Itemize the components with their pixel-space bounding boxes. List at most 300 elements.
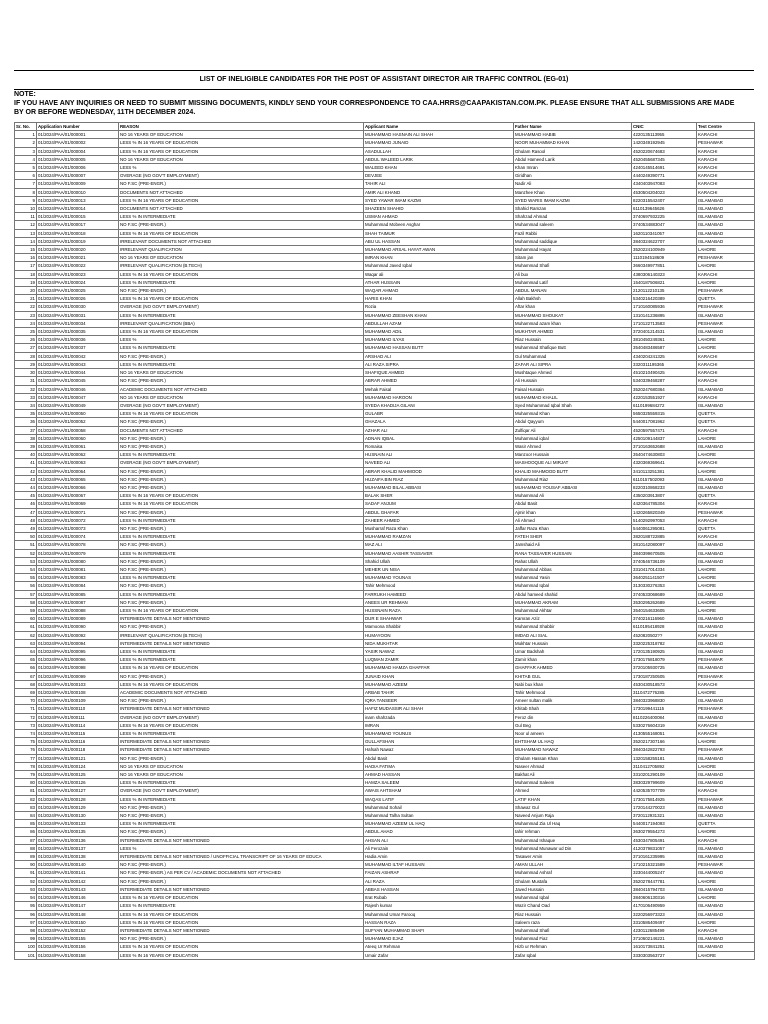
cell-test-centre: ISLAMABAD [697,754,755,762]
cell-application-number: 01/2024/PAA/01/000017 [37,221,119,229]
cell-reason: LESS % IN 16 YEARS OF EDUCATION [119,606,364,614]
cell-reason: LESS % [119,164,364,172]
cell-test-centre: KARACHI [697,500,755,508]
cell-test-centre: QUETTA [697,418,755,426]
table-row [15,746,755,754]
cell-sr-no: 24 [15,319,37,327]
cell-application-number: 01/2024/PAA/01/000147 [37,902,119,910]
cell-applicant-name: Muhammad Mobeen Asghar [364,221,514,229]
cell-sr-no: 67 [15,672,37,680]
cell-cnic: 3710602146221 [632,935,697,943]
cell-father-name: Muhammad saleem [514,221,632,229]
table-row [15,598,755,606]
cell-test-centre: ISLAMABAD [697,935,755,943]
cell-application-number: 01/2024/PAA/01/000129 [37,803,119,811]
table-row [15,713,755,721]
table-row [15,303,755,311]
cell-reason: NO F.SC (PRE-ENGR.) [119,434,364,442]
cell-sr-no: 42 [15,467,37,475]
cell-father-name: Javed Hussain [514,885,632,893]
cell-reason: LESS % IN INTERMEDIATE [119,779,364,787]
cell-sr-no: 21 [15,295,37,303]
cell-applicant-name: AZHAR ALI [364,426,514,434]
cell-applicant-name: SUFYAN MUHAMMAD SHAFI [364,926,514,934]
table-row [15,172,755,180]
cell-cnic: 3540154633605 [632,606,697,614]
cell-test-centre: ISLAMABAD [697,205,755,213]
cell-cnic: 3520224100949 [632,246,697,254]
cell-test-centre: LAHORE [697,336,755,344]
cell-test-centre: LAHORE [697,278,755,286]
cell-applicant-name: LUQMAN ZAMIR [364,656,514,664]
cell-application-number: 01/2024/PAA/01/000044 [37,369,119,377]
cell-applicant-name: HUZAIFA BIN RIAZ [364,475,514,483]
cell-applicant-name: MUHAMMAD JUNAID [364,139,514,147]
table-row [15,131,755,139]
cell-father-name: Ali Ahmed [514,516,632,524]
cell-reason: INTERMEDIATE DETAILS NOT MENTIONED [119,639,364,647]
table-row [15,935,755,943]
cell-cnic: 4130555168051 [632,730,697,738]
cell-sr-no: 87 [15,836,37,844]
cell-father-name: Muhammad Shafique Butt [514,344,632,352]
cell-sr-no: 76 [15,746,37,754]
cell-sr-no: 7 [15,180,37,188]
cell-sr-no: 69 [15,689,37,697]
cell-reason: LESS % IN INTERMEDIATE [119,533,364,541]
cell-cnic: 1710215321589 [632,861,697,869]
cell-applicant-name: BALAK SHER [364,492,514,500]
cell-test-centre: ISLAMABAD [697,639,755,647]
cell-father-name: Wazir Chand Oad [514,902,632,910]
cell-test-centre: PESHAWAR [697,287,755,295]
cell-father-name: MUKHTAR AHMED [514,328,632,336]
cell-father-name: Shawaz Gul [514,803,632,811]
cell-cnic: 4530504204023 [632,188,697,196]
table-row [15,812,755,820]
cell-reason: NO F.SC (PRE-ENGR.) [119,180,364,188]
cell-father-name: Muhammad Akhtar [514,606,632,614]
cell-cnic: 3840399670505 [632,549,697,557]
cell-cnic: 3520247680364 [632,385,697,393]
cell-applicant-name: ASADULLAH [364,147,514,155]
cell-sr-no: 63 [15,639,37,647]
cell-father-name: SYED WARIS IMAM KAZMI [514,196,632,204]
cell-father-name: tahir rehman [514,828,632,836]
cell-application-number: 01/2024/PAA/01/000001 [37,131,119,139]
cell-father-name: Giridhan [514,172,632,180]
cell-application-number: 01/2024/PAA/01/000073 [37,524,119,532]
cell-applicant-name: JUNAID KHAN [364,672,514,680]
cell-application-number: 01/2024/PAA/01/000148 [37,910,119,918]
cell-father-name: Kamran Aziz [514,615,632,623]
table-row [15,188,755,196]
candidates-table [14,122,755,960]
cell-father-name: Zamir khan [514,656,632,664]
cell-test-centre: KARACHI [697,459,755,467]
cell-applicant-name: Hadia Amin [364,853,514,861]
table-row [15,492,755,500]
cell-sr-no: 45 [15,492,37,500]
cell-applicant-name: Tahir Mehmood [364,582,514,590]
cell-sr-no: 8 [15,188,37,196]
cell-test-centre: QUETTA [697,295,755,303]
cell-cnic: 1320158255181 [632,754,697,762]
cell-application-number: 01/2024/PAA/01/000015 [37,213,119,221]
table-row [15,295,755,303]
cell-application-number: 01/2024/PAA/01/000095 [37,648,119,656]
cell-father-name: MUHAMMAD AKRAM [514,598,632,606]
cell-sr-no: 101 [15,951,37,959]
cell-sr-no: 49 [15,524,37,532]
cell-applicant-name: HUSSNAIN RAZA [364,606,514,614]
cell-cnic: 5340216420389 [632,295,697,303]
cell-sr-no: 64 [15,648,37,656]
cell-sr-no: 30 [15,369,37,377]
table-row [15,754,755,762]
cell-applicant-name: SHAZEEN SHAHID [364,205,514,213]
cell-application-number: 01/2024/PAA/01/000130 [37,812,119,820]
cell-test-centre: KARACHI [697,533,755,541]
cell-father-name: FATEH SHER [514,533,632,541]
cell-application-number: 01/2024/PAA/01/000138 [37,853,119,861]
cell-applicant-name: DUR E SHAHWAR [364,615,514,623]
cell-test-centre: ISLAMABAD [697,803,755,811]
table-row [15,254,755,262]
cell-test-centre: ISLAMABAD [697,910,755,918]
cell-father-name: Muhammad Ashraf [514,869,632,877]
cell-applicant-name: FAIZAN ASHRAF [364,869,514,877]
table-row [15,574,755,582]
cell-sr-no: 1 [15,131,37,139]
cell-test-centre: LAHORE [697,738,755,746]
cell-father-name: Khitab Shah [514,705,632,713]
table-row [15,721,755,729]
cell-application-number: 01/2024/PAA/01/000067 [37,492,119,500]
table-row [15,213,755,221]
cell-reason: LESS % IN 16 YEARS OF EDUCATION [119,270,364,278]
cell-cnic: 3540474630803 [632,451,697,459]
cell-father-name: Zafar Iqbal [514,951,632,959]
cell-sr-no: 54 [15,565,37,573]
cell-cnic: 4530430518573 [632,680,697,688]
cell-test-centre: PESHAWAR [697,254,755,262]
table-row [15,377,755,385]
cell-applicant-name: Mehak Faisal [364,385,514,393]
cell-applicant-name: MUHAMMAD ARSAL HAYAT AWAN [364,246,514,254]
cell-application-number: 01/2024/PAA/01/000096 [37,656,119,664]
table-row [15,360,755,368]
cell-application-number: 01/2024/PAA/01/000004 [37,147,119,155]
cell-applicant-name: HUMAYOON [364,631,514,639]
cell-sr-no: 23 [15,311,37,319]
cell-father-name: Muhammad Fiaz [514,935,632,943]
cell-reason: IRRELEVANT QUALIFICATION [119,246,364,254]
cell-application-number: 01/2024/PAA/01/000020 [37,246,119,254]
cell-test-centre: ISLAMABAD [697,623,755,631]
cell-applicant-name: inam shahzada [364,713,514,721]
cell-sr-no: 43 [15,475,37,483]
cell-application-number: 01/2024/PAA/01/000127 [37,787,119,795]
cell-application-number: 01/2024/PAA/01/000150 [37,918,119,926]
cell-cnic: 3810450249361 [632,336,697,344]
cell-test-centre: LAHORE [697,828,755,836]
cell-application-number: 01/2024/PAA/01/000046 [37,385,119,393]
table-row [15,524,755,532]
cell-applicant-name: ABBAS HASSAN [364,885,514,893]
cell-cnic: 1110194518609 [632,254,697,262]
cell-sr-no: 2 [15,139,37,147]
cell-reason: NO 16 YEARS OF EDUCATION [119,254,364,262]
cell-father-name: Muhammad Hayat [514,246,632,254]
cell-application-number: 01/2024/PAA/01/000058 [37,426,119,434]
cell-test-centre: QUETTA [697,410,755,418]
cell-application-number: 01/2024/PAA/01/000152 [37,926,119,934]
cell-father-name: Naveed Anjum Raja [514,812,632,820]
cell-father-name: Ameer sultan malik [514,697,632,705]
cell-test-centre: PESHAWAR [697,746,755,754]
cell-reason: OVERAGE (NO GOV'T EMPLOYMENT) [119,713,364,721]
cell-father-name: Manzoor Hussain [514,451,632,459]
cell-sr-no: 98 [15,926,37,934]
cell-reason: ACADEMIC DOCUMENTS NOT ATTACHED [119,689,364,697]
cell-cnic: 3740546736109 [632,557,697,565]
table-row [15,836,755,844]
cell-test-centre: QUETTA [697,820,755,828]
cell-applicant-name: NAVEED ALI [364,459,514,467]
cell-sr-no: 33 [15,393,37,401]
table-row [15,483,755,491]
cell-reason: IRRELEVANT QUALIFICATION (B.TECH) [119,262,364,270]
cell-test-centre: LAHORE [697,877,755,885]
cell-father-name: Naseer Ahmad [514,762,632,770]
cell-sr-no: 6 [15,172,37,180]
cell-test-centre: LAHORE [697,467,755,475]
cell-test-centre: ISLAMABAD [697,697,755,705]
cell-father-name: Fazil Rabbi [514,229,632,237]
cell-father-name: Muhammad Shabbir [514,623,632,631]
cell-applicant-name: USMAN AHMAD [364,213,514,221]
cell-applicant-name: ABRAR KHALID MAHMOOD [364,467,514,475]
cell-sr-no: 26 [15,336,37,344]
cell-reason: NO 16 YEARS OF EDUCATION [119,762,364,770]
cell-father-name: Mushtaque Ahmed [514,369,632,377]
cell-sr-no: 84 [15,812,37,820]
cell-sr-no: 10 [15,205,37,213]
cell-cnic: 1610173841251 [632,943,697,951]
table-row [15,434,755,442]
cell-father-name: Abdul Basit [514,500,632,508]
cell-father-name: Saleem raza [514,918,632,926]
header-reason: REASON [119,123,364,131]
table-row [15,664,755,672]
cell-cnic: 4520597557471 [632,426,697,434]
cell-sr-no: 4 [15,155,37,163]
cell-application-number: 01/2024/PAA/01/000060 [37,434,119,442]
table-row [15,639,755,647]
cell-application-number: 01/2024/PAA/01/000007 [37,172,119,180]
cell-application-number: 01/2024/PAA/01/000136 [37,836,119,844]
table-row [15,459,755,467]
cell-application-number: 01/2024/PAA/01/000021 [37,254,119,262]
cell-application-number: 01/2024/PAA/01/000092 [37,631,119,639]
cell-applicant-name: SHAH TAIMUR [364,229,514,237]
cell-sr-no: 15 [15,246,37,254]
cell-test-centre: KARACHI [697,787,755,795]
cell-applicant-name: WAQAS LATIF [364,795,514,803]
cell-reason: LESS % IN 16 YEARS OF EDUCATION [119,410,364,418]
cell-test-centre: ISLAMABAD [697,885,755,893]
cell-applicant-name: Rozia [364,303,514,311]
cell-reason: LESS % IN 16 YEARS OF EDUCATION [119,500,364,508]
cell-reason: NO F.SC (PRE-ENGR.) [119,803,364,811]
cell-reason: NO F.SC (PRE-ENGR.) AS PER CV / ACADEMIC DOCUMENTS NOT ATTACHED [119,869,364,877]
cell-test-centre: ISLAMABAD [697,541,755,549]
cell-father-name: GHAFFAR AHMED [514,664,632,672]
cell-application-number: 01/2024/PAA/01/000072 [37,516,119,524]
cell-father-name: Ajmir khan [514,508,632,516]
cell-application-number: 01/2024/PAA/01/000098 [37,664,119,672]
cell-test-centre: PESHAWAR [697,672,755,680]
cell-reason: INTERMEDIATE DETAILS NOT MENTIONED [119,615,364,623]
table-row [15,877,755,885]
cell-sr-no: 59 [15,606,37,614]
cell-sr-no: 71 [15,705,37,713]
header-father-name: Father Name [514,123,632,131]
cell-cnic: 3840324622707 [632,237,697,245]
cell-father-name: MUHAMMAD KHALIL [514,393,632,401]
cell-test-centre: LAHORE [697,689,755,697]
cell-test-centre: QUETTA [697,524,755,532]
cell-test-centre: ISLAMABAD [697,213,755,221]
cell-application-number: 01/2024/PAA/01/000135 [37,828,119,836]
cell-application-number: 01/2024/PAA/01/000085 [37,590,119,598]
table-row [15,828,755,836]
cell-sr-no: 9 [15,196,37,204]
cell-application-number: 01/2024/PAA/01/000069 [37,500,119,508]
cell-sr-no: 50 [15,533,37,541]
cell-reason: NO F.SC (PRE-ENGR.) [119,754,364,762]
cell-reason: LESS % IN 16 YEARS OF EDUCATION [119,951,364,959]
cell-reason: LESS % IN INTERMEDIATE [119,311,364,319]
cell-test-centre: KARACHI [697,836,755,844]
cell-applicant-name: ANEES UR REHMAN [364,598,514,606]
cell-sr-no: 91 [15,869,37,877]
table-row [15,730,755,738]
cell-application-number: 01/2024/PAA/01/000156 [37,943,119,951]
table-row [15,451,755,459]
cell-test-centre: KARACHI [697,426,755,434]
cell-father-name: MUHAMMAD YOUSAF ABBASI [514,483,632,491]
cell-reason: LESS % [119,336,364,344]
cell-test-centre: LAHORE [697,344,755,352]
cell-sr-no: 53 [15,557,37,565]
cell-applicant-name: Muhammad Javed Iqbal [364,262,514,270]
cell-test-centre: PESHAWAR [697,656,755,664]
cell-father-name: Abdul hameed shahid [514,590,632,598]
cell-reason: LESS % IN INTERMEDIATE [119,730,364,738]
cell-father-name: Faisal Hussain [514,385,632,393]
cell-cnic: 4420364785304 [632,500,697,508]
cell-reason: NO F.SC (PRE-ENGR.) [119,861,364,869]
cell-application-number: 01/2024/PAA/01/000062 [37,451,119,459]
cell-applicant-name: GHAZALA [364,418,514,426]
cell-applicant-name: Rajesh kumar [364,902,514,910]
cell-cnic: 3840606130316 [632,894,697,902]
cell-father-name: Muhammad Zia Ul Haq [514,820,632,828]
table-row [15,139,755,147]
cell-cnic: 3710163652688 [632,442,697,450]
cell-test-centre: KARACHI [697,131,755,139]
cell-test-centre: KARACHI [697,360,755,368]
cell-application-number: 01/2024/PAA/01/000018 [37,229,119,237]
cell-sr-no: 16 [15,254,37,262]
cell-cnic: 4530347805491 [632,836,697,844]
cell-application-number: 01/2024/PAA/01/000024 [37,278,119,286]
cell-application-number: 01/2024/PAA/01/000043 [37,360,119,368]
cell-sr-no: 34 [15,401,37,409]
table-body [15,131,755,960]
table-row [15,861,755,869]
header-test-centre: Test Centre [697,123,755,131]
cell-application-number: 01/2024/PAA/01/000155 [37,935,119,943]
cell-sr-no: 78 [15,762,37,770]
table-row [15,771,755,779]
cell-reason: INTERMEDIATE DETAILS NOT MENTIONED [119,746,364,754]
cell-sr-no: 74 [15,730,37,738]
cell-sr-no: 75 [15,738,37,746]
table-row [15,565,755,573]
table-row [15,500,755,508]
table-row [15,270,755,278]
cell-sr-no: 95 [15,902,37,910]
cell-reason: LESS % IN INTERMEDIATE [119,213,364,221]
cell-test-centre: ISLAMABAD [697,475,755,483]
cell-father-name: Umar Badshah [514,648,632,656]
cell-reason: OVERAGE (NO GOV'T EMPLOYMENT) [119,303,364,311]
cell-applicant-name: Ateeq Ur Rehman [364,943,514,951]
cell-application-number: 01/2024/PAA/01/000050 [37,410,119,418]
cell-cnic: 3720112931321 [632,812,697,820]
cell-test-centre: ISLAMABAD [697,229,755,237]
cell-applicant-name: ADNAN IQBAL [364,434,514,442]
cell-reason: NO F.SC (PRE-ENGR.) [119,287,364,295]
cell-sr-no: 89 [15,853,37,861]
cell-application-number: 01/2024/PAA/01/000137 [37,844,119,852]
cell-test-centre: LAHORE [697,918,755,926]
cell-applicant-name: Romaisa [364,442,514,450]
cell-test-centre: KARACHI [697,377,755,385]
cell-application-number: 01/2024/PAA/01/000118 [37,746,119,754]
cell-application-number: 01/2024/PAA/01/000019 [37,237,119,245]
cell-applicant-name: Muhammad Talha Sultan [364,812,514,820]
cell-cnic: 3810142080097 [632,541,697,549]
cell-cnic: 3320225318782 [632,639,697,647]
cell-applicant-name: HAMZA SALEEM [364,779,514,787]
cell-sr-no: 41 [15,459,37,467]
cell-test-centre: LAHORE [697,762,755,770]
cell-cnic: 3720105930725 [632,664,697,672]
cell-reason: IRRELEVANT QUALIFICATION (B.TECH) [119,631,364,639]
cell-application-number: 01/2024/PAA/01/000080 [37,557,119,565]
cell-test-centre: LAHORE [697,582,755,590]
cell-application-number: 01/2024/PAA/01/000078 [37,541,119,549]
cell-father-name: EHTSHAM UL HAQ [514,738,632,746]
note-line-2: BY OR BEFORE WEDNESDAY, 11TH DECEMBER 2024. [14,109,196,116]
cell-test-centre: KARACHI [697,188,755,196]
cell-reason: NO 16 YEARS OF EDUCATION [119,131,364,139]
cell-sr-no: 38 [15,434,37,442]
